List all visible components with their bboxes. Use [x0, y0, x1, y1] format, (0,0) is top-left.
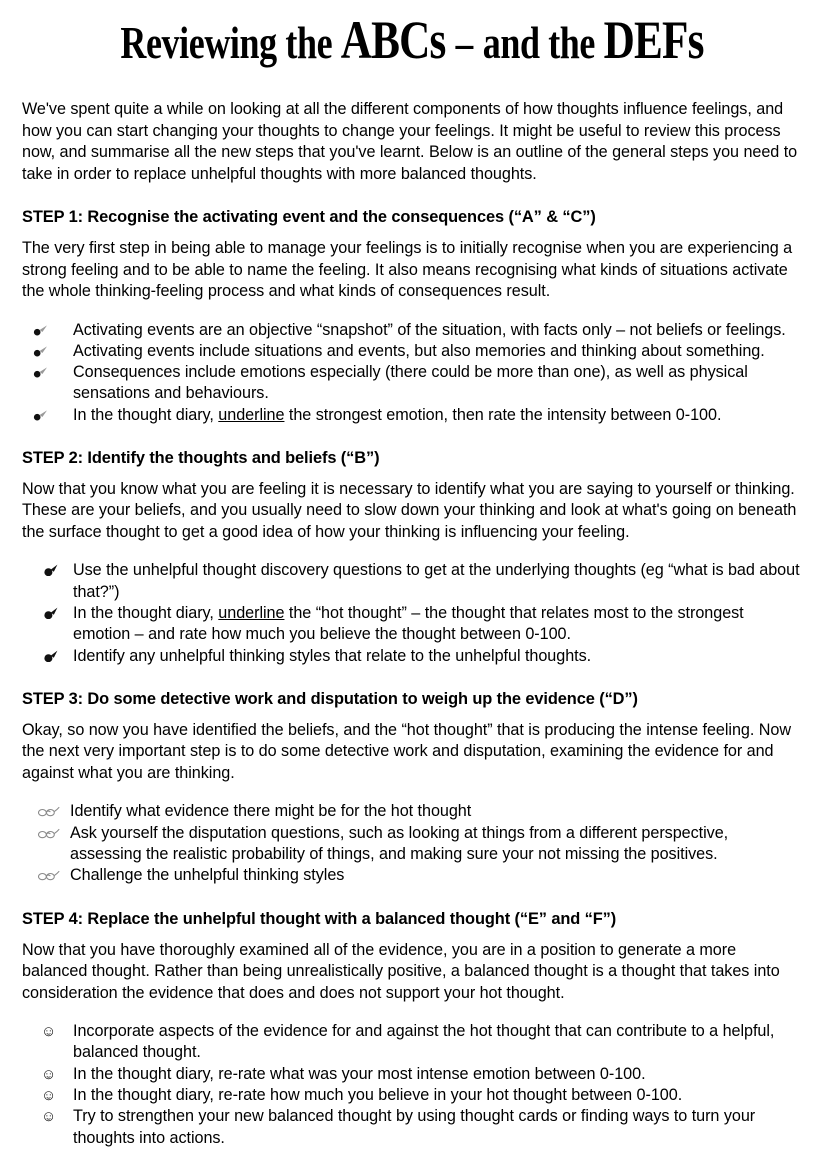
list-item	[22, 823, 802, 866]
list-item	[22, 405, 802, 426]
list-item-text: In the thought diary, re-rate what was your most intense emotion between 0-100.	[73, 1064, 646, 1083]
smiley-bullet-icon: ☺	[41, 1108, 57, 1126]
step-3-heading: STEP 3: Do some detective work and disputation to weigh up the evidence (“D”)	[22, 689, 638, 708]
spacer	[22, 710, 802, 720]
list-item	[22, 320, 802, 341]
page-title	[100, 12, 724, 72]
step-1-bullet-list	[22, 320, 802, 426]
list-item-text-post: the strongest emotion, then rate the intensity between 0-100.	[284, 405, 722, 424]
step-4-bullet-list	[22, 1021, 802, 1149]
list-item	[22, 646, 802, 667]
list-item-text: Identify what evidence there might be for the hot thought	[70, 802, 472, 821]
list-item-text-post: the “hot thought” – the thought that relates most to the strongest emotion – and rate how much you believe the thought between 0-100.	[73, 604, 744, 644]
step-3-bullet-list	[22, 801, 802, 886]
list-item	[22, 560, 802, 603]
step-2-heading: STEP 2: Identify the thoughts and beliefs (“B”)	[22, 448, 380, 467]
spectacles-bullet-icon	[38, 865, 62, 881]
list-item	[22, 1085, 802, 1106]
step-1-heading: STEP 1: Recognise the activating event and the consequences (“A” & “C”)	[22, 208, 596, 226]
list-item-text: Ask yourself the disputation questions, such as looking at things from a different perspective, assessing the realistic probability of things, and making sure your not missing the positives.	[70, 823, 729, 864]
title-part-2: and the	[482, 18, 604, 68]
spacer	[22, 543, 802, 560]
list-item	[22, 341, 802, 362]
step-1-body: The very first step in being able to manage your feelings is to initially recognise when you are experiencing a strong feeling and to be able to name the feeling. It also means recognising what kinds of situations activate the whole thinking-feeling process and what kinds of consequences result.	[22, 239, 793, 300]
list-item-text: Incorporate aspects of the evidence for and against the hot thought that can contribute to a helpful, balanced thought.	[73, 1022, 775, 1062]
spacer	[22, 426, 802, 448]
comet-bullet-icon	[44, 560, 68, 576]
list-item	[22, 362, 802, 405]
list-item-text-pre: In the thought diary,	[73, 604, 219, 623]
smiley-bullet-icon: ☺	[41, 1023, 57, 1041]
intro-paragraph: We've spent quite a while on looking at all the different components of how thoughts influence feelings, and how you can start changing your thoughts to change your feelings. It might be useful to review this process now, and summarise all the new steps that you've learnt. Below is an outline of the general steps you need to take in order to replace unhelpful thoughts with more balanced thoughts.	[22, 100, 798, 183]
comet-bullet-icon	[33, 320, 57, 336]
list-item-text: Try to strengthen your new balanced thought by using thought cards or finding ways to turn your thoughts into actions.	[73, 1107, 756, 1147]
document-page	[0, 10, 824, 1147]
list-item	[22, 1021, 802, 1064]
spacer	[22, 887, 802, 909]
comet-bullet-icon	[33, 405, 57, 421]
spacer	[22, 1004, 802, 1021]
list-item-underlined-word: underline	[218, 405, 285, 424]
list-item-text: In the thought diary, re-rate how much you believe in your hot thought between 0-100.	[73, 1086, 683, 1105]
spacer	[22, 667, 802, 689]
spectacles-bullet-icon	[38, 801, 62, 817]
smiley-bullet-icon: ☺	[41, 1087, 57, 1105]
spacer	[22, 784, 802, 801]
comet-bullet-icon	[44, 603, 68, 619]
list-item-text: Activating events include situations and events, but also memories and thinking about something.	[73, 341, 765, 360]
comet-bullet-icon	[33, 362, 57, 378]
spacer	[22, 185, 802, 207]
list-item	[22, 801, 802, 822]
list-item	[22, 865, 802, 886]
list-item-underlined-word: underline	[218, 604, 285, 623]
list-item-text-pre: In the thought diary,	[73, 405, 219, 424]
title-def: DEFs	[603, 10, 704, 70]
title-dash: –	[447, 19, 482, 68]
list-item-text: Consequences include emotions especially (there could be more than one), as well as physical sensations and behaviours.	[73, 363, 748, 403]
spacer	[22, 930, 802, 940]
list-item	[22, 1106, 802, 1149]
spectacles-bullet-icon	[38, 823, 62, 839]
spacer	[22, 469, 802, 479]
list-item-text: Identify any unhelpful thinking styles that relate to the unhelpful thoughts.	[73, 646, 592, 665]
list-item	[22, 603, 802, 646]
list-item-text: Activating events are an objective “snapshot” of the situation, with facts only – not beliefs or feelings.	[73, 320, 786, 339]
title-part-1: Reviewing the	[120, 18, 341, 68]
comet-bullet-icon	[44, 646, 68, 662]
smiley-bullet-icon: ☺	[41, 1065, 57, 1083]
title-abc: ABCs	[340, 10, 446, 70]
list-item-text: Use the unhelpful thought discovery questions to get at the underlying thoughts (eg “what is bad about that?”)	[73, 561, 800, 601]
step-3-body: Okay, so now you have identified the beliefs, and the “hot thought” that is producing the intense feeling. Now the next very important step is to do some detective work and disputation, examining the evidence for and against what you are thinking.	[22, 720, 791, 782]
step-4-body: Now that you have thoroughly examined all of the evidence, you are in a position to generate a more balanced thought. Rather than being unrealistically positive, a balanced thought is a thought that takes into consideration the evidence that does and does not support your hot thought.	[22, 940, 780, 1002]
list-item	[22, 1064, 802, 1085]
comet-bullet-icon	[33, 341, 57, 357]
spacer	[22, 228, 802, 238]
step-4-heading: STEP 4: Replace the unhelpful thought with a balanced thought (“E” and “F”)	[22, 909, 617, 928]
step-2-bullet-list	[22, 560, 802, 666]
spacer	[22, 303, 802, 320]
step-2-body: Now that you know what you are feeling it is necessary to identify what you are saying to yourself or thinking. These are your beliefs, and you usually need to slow down your thinking and look at what's going on beneath the surface thought to get a good idea of how your thinking is influencing your feeling.	[22, 479, 797, 541]
list-item-text: Challenge the unhelpful thinking styles	[70, 866, 345, 885]
